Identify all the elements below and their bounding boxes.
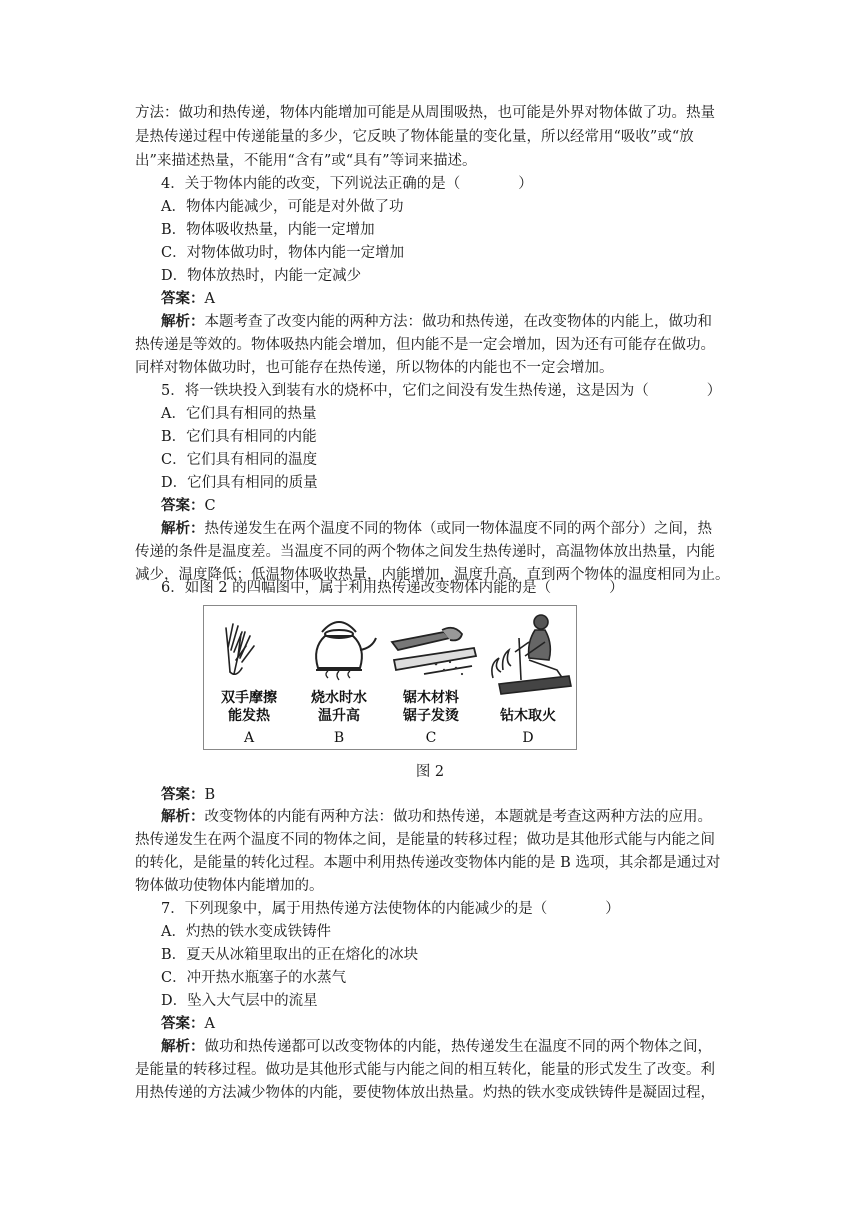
answer-value: B	[204, 787, 216, 803]
figure-caption: 锯子发烫	[403, 708, 459, 724]
figure-item-c	[384, 606, 479, 749]
paragraph-line: 是能量的转移过程。做功是其他形式能与内能之间的相互转化，能量的形式发生了改变。利	[135, 1062, 715, 1078]
figure-item-a	[204, 606, 294, 749]
option-d: D．它们具有相同的质量	[161, 475, 318, 491]
figure-letter: C	[425, 730, 437, 746]
paragraph-line: 热传递发生在两个温度不同的物体之间，是能量的转移过程；做功是其他形式能与内能之间	[135, 832, 715, 848]
figure-letter: D	[522, 730, 534, 746]
explanation-text: 做功和热传递都可以改变物体的内能，热传递发生在温度不同的两个物体之间，	[204, 1039, 712, 1055]
question-6: 6．如图 2 的四幅图中，属于利用热传递改变物体内能的是（ ）	[161, 580, 624, 596]
figure-caption: 钻木取火	[500, 708, 556, 724]
fire-drill-icon	[479, 608, 576, 704]
explanation-line	[161, 1036, 860, 1058]
option-a: A．物体内能减少，可能是对外做了功	[161, 199, 404, 215]
answer-label: 答案：	[161, 1015, 205, 1032]
answer-line	[161, 784, 860, 806]
answer-line	[161, 1013, 860, 1035]
option-c: C．它们具有相同的温度	[161, 452, 318, 468]
figure-item-d	[479, 606, 576, 749]
figure-caption: 锯木材料	[403, 690, 459, 706]
figure-title: 图 2	[415, 764, 445, 780]
option-a: A．灼热的铁水变成铁铸件	[161, 924, 331, 940]
explanation-label: 解析：	[161, 808, 205, 825]
option-b: B．它们具有相同的内能	[161, 429, 317, 445]
option-c: C．冲开热水瓶塞子的水蒸气	[161, 970, 347, 986]
option-b: B．夏天从冰箱里取出的正在熔化的冰块	[161, 947, 419, 963]
figure-item-b	[294, 606, 384, 749]
explanation-text: 本题考查了改变内能的两种方法：做功和热传递，在改变物体的内能上，做功和	[204, 314, 712, 330]
answer-value: A	[204, 291, 215, 307]
option-a: A．它们具有相同的热量	[161, 406, 317, 422]
question-4: 4．关于物体内能的改变，下列说法正确的是（ ）	[161, 176, 533, 192]
hands-icon	[204, 610, 294, 685]
paragraph-line: 热传递是等效的。物体吸热内能会增加，但内能不是一定会增加，因为还有可能存在做功。	[135, 337, 715, 353]
answer-value: A	[204, 1016, 215, 1032]
figure-caption: 烧水时水	[311, 690, 367, 706]
figure-caption: 温升高	[318, 708, 360, 724]
paragraph-line: 的转化，是能量的转化过程。本题中利用热传递改变物体内能的是 B 选项，其余都是通过对	[135, 855, 721, 871]
kettle-icon	[294, 608, 384, 688]
explanation-line	[161, 518, 860, 540]
option-c: C．对物体做功时，物体内能一定增加	[161, 245, 405, 261]
answer-label: 答案：	[161, 786, 205, 803]
answer-line	[161, 288, 860, 310]
answer-value: C	[204, 498, 216, 514]
paragraph-line: 物体做功使物体内能增加的。	[135, 878, 324, 894]
question-7: 7．下列现象中，属于用热传递方法使物体的内能减少的是（ ）	[161, 901, 620, 917]
explanation-label: 解析：	[161, 313, 205, 330]
option-d: D．坠入大气层中的流星	[161, 993, 318, 1009]
explanation-line	[161, 311, 860, 333]
answer-label: 答案：	[161, 497, 205, 514]
paragraph-line: 出”来描述热量，不能用“含有”或“具有”等词来描述。	[135, 153, 477, 169]
paragraph-line: 减少，温度降低；低温物体吸收热量，内能增加，温度升高，直到两个物体的温度相同为止。	[135, 567, 730, 583]
answer-label: 答案：	[161, 290, 205, 307]
saw-icon	[384, 608, 479, 688]
paragraph-line: 是热传递过程中传递能量的多少，它反映了物体能量的变化量，所以经常用“吸收”或“放	[135, 129, 694, 145]
paragraph-line: 同样对物体做功时，也可能存在热传递，所以物体的内能也不一定会增加。	[135, 360, 614, 376]
paragraph-line: 方法：做功和热传递，物体内能增加可能是从周围吸热，也可能是外界对物体做了功。热量	[135, 105, 715, 121]
figure-letter: A	[243, 730, 255, 746]
question-5: 5．将一铁块投入到装有水的烧杯中，它们之间没有发生热传递，这是因为（ ）	[161, 383, 722, 399]
explanation-label: 解析：	[161, 520, 205, 537]
explanation-line	[161, 806, 860, 828]
paragraph-line: 用热传递的方法减少物体的内能，要使物体放出热量。灼热的铁水变成铁铸件是凝固过程，	[135, 1085, 715, 1101]
explanation-label: 解析：	[161, 1038, 205, 1055]
figure-letter: B	[333, 730, 345, 746]
figure-caption: 能发热	[228, 708, 270, 724]
explanation-text: 热传递发生在两个温度不同的物体（或同一物体温度不同的两个部分）之间，热	[204, 521, 712, 537]
answer-line	[161, 495, 860, 517]
figure-caption: 双手摩擦	[221, 690, 277, 706]
figure-2	[203, 605, 577, 750]
option-b: B．物体吸收热量，内能一定增加	[161, 222, 375, 238]
explanation-text: 改变物体的内能有两种方法：做功和热传递，本题就是考查这两种方法的应用。	[204, 809, 712, 825]
option-d: D．物体放热时，内能一定减少	[161, 268, 362, 284]
paragraph-line: 传递的条件是温度差。当温度不同的两个物体之间发生热传递时，高温物体放出热量，内能	[135, 544, 715, 560]
